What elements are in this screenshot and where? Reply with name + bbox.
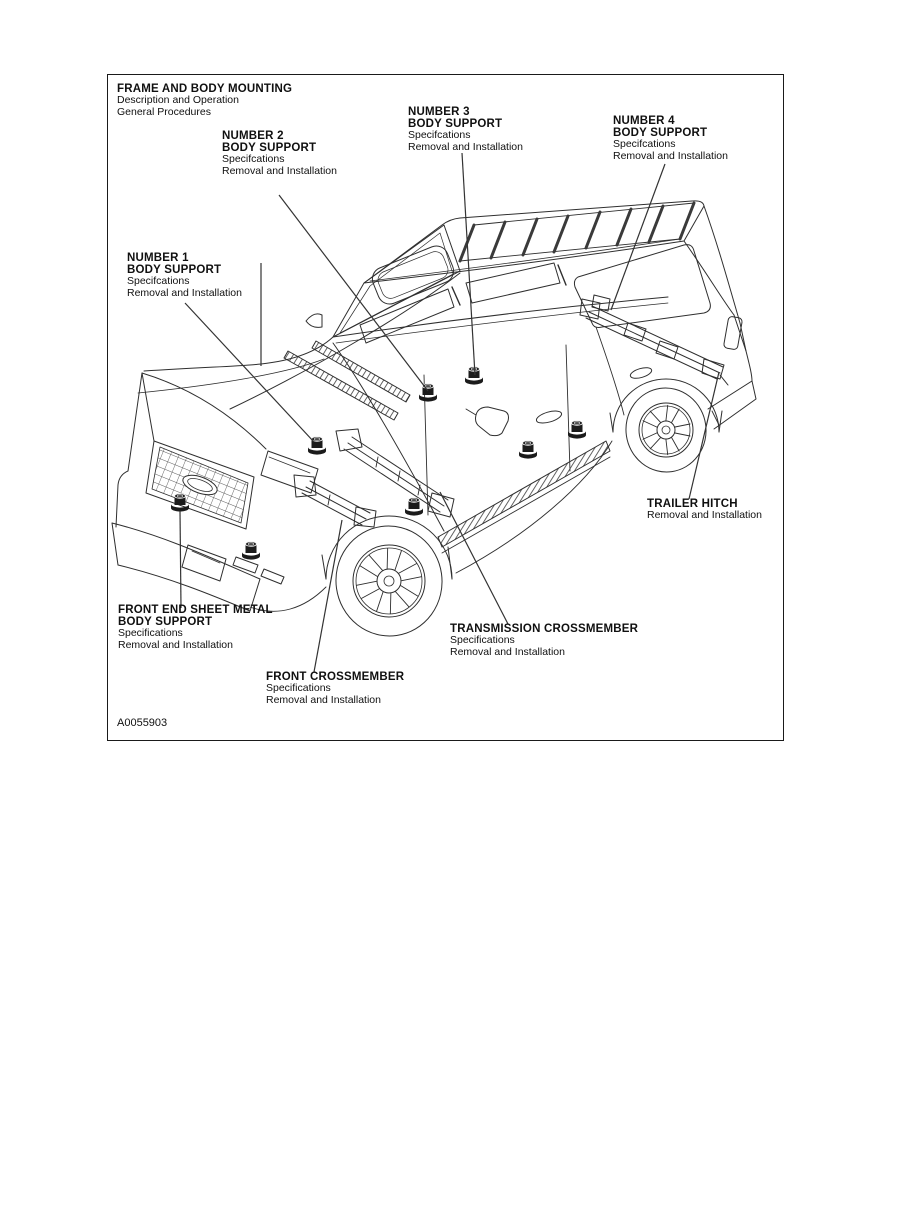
leader-lines [180,153,719,672]
trailer-hitch-part [580,295,728,385]
callout-front-end-sheet-metal [118,604,273,651]
front-crossmember-part [294,475,376,527]
windshield [284,225,460,420]
callout-subline: Removal and Installation [613,149,728,162]
leader-front-end-sheet-metal [180,511,181,608]
sunroof [369,242,457,307]
body-side-mount-bushing [568,421,586,439]
callout-title: BODY SUPPORT [408,118,503,130]
callout-title: FRONT END SHEET METAL [118,604,273,616]
callout-subline: Removal and Installation [118,638,233,651]
callout-title: BODY SUPPORT [613,127,708,139]
callout-title: BODY SUPPORT [127,264,222,276]
callout-subline: Specifcations [408,129,471,141]
callout-subline: Removal and Installation [222,164,337,177]
callout-number-4-body-support [613,115,728,162]
number-1-mount-bushing [308,437,326,455]
callout-front-crossmember [266,671,404,706]
callout-number-2-body-support [222,130,337,177]
bumper-mount-bushing [242,542,260,560]
callout-subline: Specifications [118,627,183,639]
callout-number-1-body-support [127,252,242,299]
callout-number-3-body-support [408,106,523,153]
leader-trailer-hitch [689,372,719,499]
callout-subline: Specifcations [613,138,676,150]
side-mirror [476,407,509,436]
leader-number-3 [462,153,475,375]
mirror-sail [306,314,322,328]
callout-trailer-hitch [647,498,762,522]
figure-title: FRAME AND BODY MOUNTING [117,83,293,95]
number-2-mount-bushing [419,384,437,402]
callout-title: TRAILER HITCH [647,498,738,510]
callout-subline: Removal and Installation [450,645,565,658]
callout-subline: Removal and Installation [408,140,523,153]
callout-title: NUMBER 4 [613,115,675,127]
callout-subline: Specifications [450,634,515,646]
callout-subline: Specifcations [127,275,190,287]
callout-title: BODY SUPPORT [222,142,317,154]
front-end [112,373,326,611]
callout-title: FRONT CROSSMEMBER [266,671,405,683]
callout-title: NUMBER 1 [127,252,189,264]
body-side-mount-bushing [519,441,537,459]
callout-title: NUMBER 3 [408,106,470,118]
front-wheel [329,519,449,643]
number-3-mount-bushing [465,367,483,385]
door-handle [535,409,563,426]
callout-title: TRANSMISSION CROSSMEMBER [450,623,639,635]
figure-subtitle: General Procedures [117,105,211,118]
callout-transmission-crossmember [450,623,638,658]
figure-code: A0055903 [117,717,168,729]
front-wheel-arch [326,516,452,579]
callout-subline: Removal and Installation [266,693,381,706]
leader-number-1 [185,303,314,442]
frame-mount-bushing [405,498,423,516]
rear-wheel-arch [613,379,719,432]
callout-title: BODY SUPPORT [118,616,213,628]
figure-title-block [117,83,292,118]
callout-subline: Removal and Installation [127,286,242,299]
callout-subline: Removal and Installation [647,509,762,521]
callout-subline: Specifications [266,682,331,694]
figure-subtitle: Description and Operation [117,94,239,106]
callout-title: NUMBER 2 [222,130,284,142]
callout-subline: Specifcations [222,153,285,165]
door-handle [629,366,653,381]
